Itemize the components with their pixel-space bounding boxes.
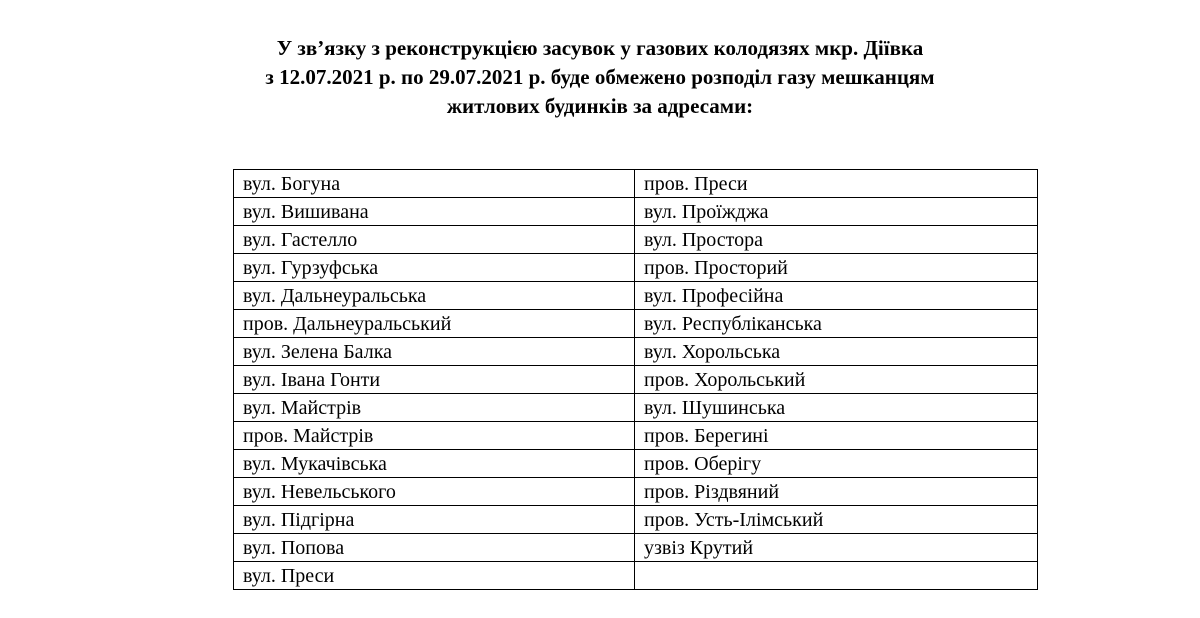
street-cell-right: пров. Преси	[635, 170, 1038, 198]
street-cell-left: вул. Преси	[234, 562, 635, 590]
street-cell-right: пров. Оберігу	[635, 450, 1038, 478]
street-cell-right: пров. Просторий	[635, 254, 1038, 282]
street-cell-left: пров. Майстрів	[234, 422, 635, 450]
street-cell-left: вул. Зелена Балка	[234, 338, 635, 366]
street-cell-right: пров. Різдвяний	[635, 478, 1038, 506]
street-cell-left: вул. Вишивана	[234, 198, 635, 226]
table-row	[234, 478, 1038, 506]
street-address-table	[233, 169, 1038, 590]
street-cell-right: узвіз Крутий	[635, 534, 1038, 562]
street-cell-right: пров. Хорольський	[635, 366, 1038, 394]
notice-heading	[0, 34, 1200, 121]
table-row	[234, 282, 1038, 310]
street-cell-left: вул. Мукачівська	[234, 450, 635, 478]
table-row	[234, 450, 1038, 478]
table-row	[234, 422, 1038, 450]
table-row	[234, 562, 1038, 590]
table-row	[234, 366, 1038, 394]
table-row	[234, 226, 1038, 254]
empty-cell	[635, 562, 1038, 590]
street-cell-right: вул. Професійна	[635, 282, 1038, 310]
table-row	[234, 310, 1038, 338]
street-cell-right: пров. Берегині	[635, 422, 1038, 450]
table-row	[234, 170, 1038, 198]
street-cell-left: вул. Гастелло	[234, 226, 635, 254]
table-row	[234, 198, 1038, 226]
street-cell-left: вул. Дальнеуральська	[234, 282, 635, 310]
street-cell-left: вул. Гурзуфська	[234, 254, 635, 282]
street-cell-left: пров. Дальнеуральський	[234, 310, 635, 338]
street-cell-left: вул. Богуна	[234, 170, 635, 198]
table-row	[234, 506, 1038, 534]
street-cell-left: вул. Попова	[234, 534, 635, 562]
street-cell-right: вул. Шушинська	[635, 394, 1038, 422]
heading-line-3: житлових будинків за адресами:	[446, 94, 754, 118]
street-cell-left: вул. Невельського	[234, 478, 635, 506]
table-row	[234, 394, 1038, 422]
heading-line-1: У зв’язку з реконструкцією засувок у газових колодязях мкр. Діївка	[276, 36, 924, 60]
street-cell-left: вул. Івана Гонти	[234, 366, 635, 394]
table-row	[234, 534, 1038, 562]
street-cell-right: вул. Хорольська	[635, 338, 1038, 366]
table-row	[234, 338, 1038, 366]
street-cell-right: вул. Республіканська	[635, 310, 1038, 338]
table-row	[234, 254, 1038, 282]
street-cell-left: вул. Підгірна	[234, 506, 635, 534]
street-cell-left: вул. Майстрів	[234, 394, 635, 422]
heading-line-2: з 12.07.2021 р. по 29.07.2021 р. буде обмежено розподіл газу мешканцям	[265, 65, 935, 89]
street-cell-right: вул. Простора	[635, 226, 1038, 254]
street-cell-right: пров. Усть-Ілімський	[635, 506, 1038, 534]
street-cell-right: вул. Проїжджа	[635, 198, 1038, 226]
